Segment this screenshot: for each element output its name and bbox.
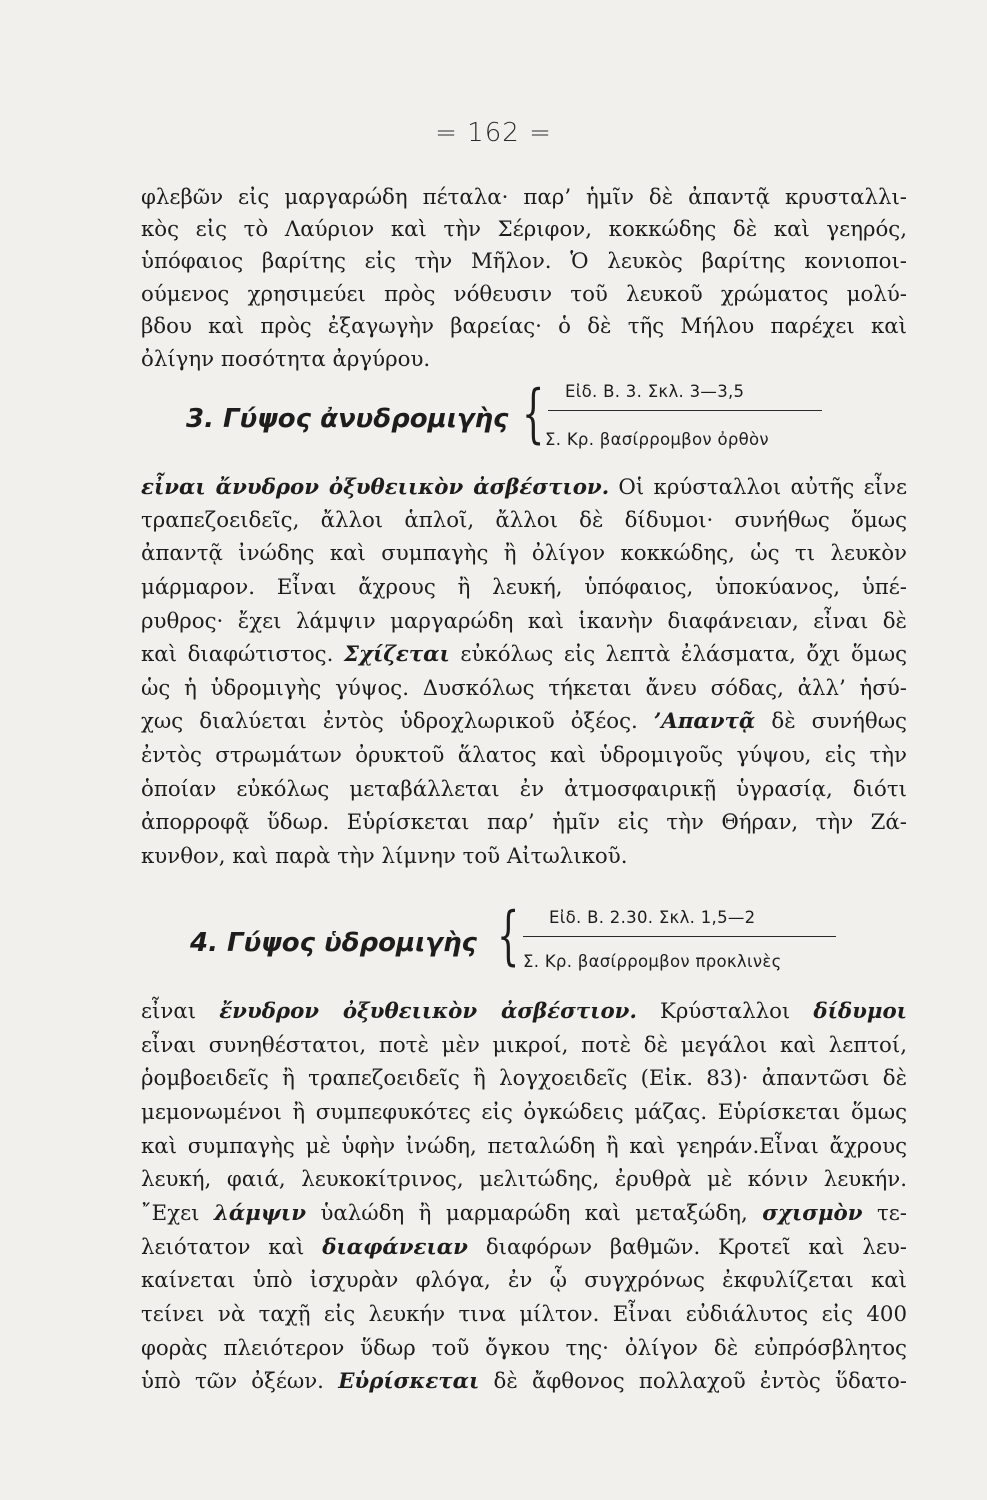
text-line: τραπεζοειδεῖς, ἄλλοι ἁπλοῖ, ἄλλοι δὲ δίδυμοι· συνήθως ὅμως [141, 508, 907, 533]
text-line [141, 708, 907, 736]
mineral-3-properties-bottom: Σ. Κρ. βασίρρομβον ὀρθὸν [545, 430, 769, 449]
text-line: ἐντὸς στρωμάτων ὀρυκτοῦ ἅλατος καὶ ὑδρομιγοῦς γύψου, εἰς τὴν [141, 743, 907, 768]
emphasis: δίδυμοι [813, 999, 907, 1024]
emphasis: ’Απαντᾷ [653, 709, 756, 734]
text-line: ὑπόφαιος βαρίτης εἰς τὴν Μῆλον. Ὁ λευκὸς βαρίτης κονιοποι- [141, 249, 907, 274]
page-number: = 162 = [435, 118, 552, 148]
text-span: ὑαλώδη ἢ μαρμαρώδη καὶ μεταξώδη, [306, 1201, 763, 1226]
text-span: διαφόρων βαθμῶν. Κροτεῖ καὶ λευ- [467, 1235, 908, 1260]
text-line: ἀπορροφᾷ ὕδωρ. Εὑρίσκεται παρ’ ἡμῖν εἰς τὴν Θήραν, τὴν Ζά- [141, 810, 907, 835]
text-line: μεμονωμένοι ἢ συμπεφυκότες εἰς ὀγκώδεις μάζας. Εὑρίσκεται ὅμως [141, 1100, 907, 1125]
text-line: φλεβῶν εἰς μαργαρώδη πέταλα· παρ’ ἡμῖν δὲ ἀπαντᾷ κρυσταλλι- [141, 185, 907, 210]
mineral-4-properties-bottom: Σ. Κρ. βασίρρομβον προκλινὲς [523, 952, 782, 971]
brace-icon: { [522, 377, 545, 451]
mineral-3-name: 3. Γύψος ἀνυδρομιγὴς [186, 404, 509, 434]
text-line [141, 1234, 907, 1262]
text-line: κὸς εἰς τὸ Λαύριον καὶ τὴν Σέριφον, κοκκώδης δὲ καὶ γεηρός, [141, 217, 907, 242]
text-line: λευκή, φαιά, λευκοκίτρινος, μελιτώδης, ἐρυθρὰ μὲ κόνιν λευκήν. [141, 1167, 907, 1192]
divider [548, 410, 822, 411]
mineral-4-name: 4. Γύψος ὑδρομιγὴς [190, 928, 477, 958]
text-span: χως διαλύεται ἐντὸς ὑδροχλωρικοῦ ὀξέος. [141, 709, 654, 734]
emphasis: λάμψιν [213, 1201, 306, 1226]
text-line: ῥομβοειδεῖς ἢ τραπεζοειδεῖς ἢ λογχοειδεῖς (Εἰκ. 83)· ἀπαντῶσι δὲ [141, 1066, 907, 1091]
mineral-4-heading [0, 898, 987, 978]
text-line: φορὰς πλειότερον ὕδωρ τοῦ ὄγκου της· ὀλίγον δὲ εὐπρόσβλητος [141, 1336, 907, 1361]
text-line: καίνεται ὑπὸ ἰσχυρὰν φλόγα, ἐν ᾧ συγχρόνως ἐκφυλίζεται καὶ [141, 1268, 907, 1293]
emphasis: εἶναι ἄνυδρον ὀξυθειικὸν ἀσβέστιον. [141, 475, 610, 500]
text-span: Κρύσταλλοι [636, 999, 814, 1024]
text-line: ούμενος χρησιμεύει πρὸς νόθευσιν τοῦ λευκοῦ χρώματος μολύ- [141, 282, 907, 307]
divider [523, 936, 836, 937]
text-span: λειότατον καὶ [141, 1235, 323, 1260]
text-line: μάρμαρον. Εἶναι ἄχρους ἢ λευκή, ὑπόφαιος, ὑποκύανος, ὑπέ- [141, 575, 907, 600]
mineral-3-heading [0, 378, 987, 458]
emphasis: Σχίζεται [343, 642, 450, 667]
text-span: δὲ συνήθως [755, 709, 907, 734]
text-line: ὀλίγην ποσότητα ἀργύρου. [141, 347, 431, 372]
text-line: εἶναι συνηθέστατοι, ποτὲ μὲν μικροί, ποτὲ δὲ μεγάλοι καὶ λεπτοί, [141, 1033, 907, 1058]
text-span: ῎Εχει [141, 1201, 214, 1226]
text-span: εἶναι [141, 999, 220, 1024]
mineral-4-properties-top: Εἰδ. Β. 2.30. Σκλ. 1,5—2 [549, 908, 756, 927]
text-line [141, 641, 907, 669]
brace-icon: { [497, 899, 520, 973]
text-line [141, 1200, 907, 1228]
text-line: ρυθρος· ἔχει λάμψιν μαργαρώδη καὶ ἱκανὴν διαφάνειαν, εἶναι δὲ [141, 609, 907, 634]
emphasis: ἔνυδρον ὀξυθειικὸν ἀσβέστιον. [219, 999, 637, 1024]
text-span: καὶ διαφώτιστος. [141, 642, 344, 667]
emphasis: διαφάνειαν [322, 1235, 468, 1260]
text-line: ὡς ἡ ὑδρομιγὴς γύψος. Δυσκόλως τήκεται ἄνευ σόδας, ἀλλ’ ἡσύ- [141, 676, 907, 701]
text-span: δὲ ἄφθονος πολλαχοῦ ἐντὸς ὕδατο- [479, 1369, 907, 1394]
text-span: τε- [862, 1201, 907, 1226]
text-line [141, 1368, 907, 1396]
text-line [141, 474, 907, 502]
emphasis: Εὑρίσκεται [338, 1369, 480, 1394]
text-line: βδου καὶ πρὸς ἐξαγωγὴν βαρείας· ὁ δὲ τῆς Μήλου παρέχει καὶ [141, 314, 907, 339]
text-span: ὑπὸ τῶν ὀξέων. [141, 1369, 339, 1394]
text-line: καὶ συμπαγὴς μὲ ὑφὴν ἰνώδη, πεταλώδη ἢ καὶ γεηράν.Εἶναι ἄχρους [141, 1134, 907, 1159]
emphasis: σχισμὸν [762, 1201, 863, 1226]
text-span: εὐκόλως εἰς λεπτὰ ἐλάσματα, ὄχι ὅμως [449, 642, 907, 667]
text-line: ὁποίαν εὐκόλως μεταβάλλεται ἐν ἀτμοσφαιρικῇ ὑγρασίᾳ, διότι [141, 777, 907, 802]
text-line: τείνει νὰ ταχῇ εἰς λευκήν τινα μίλτον. Εἶναι εὐδιάλυτος εἰς 400 [141, 1302, 907, 1327]
mineral-3-properties-top: Εἰδ. Β. 3. Σκλ. 3—3,5 [565, 382, 745, 401]
text-line [141, 998, 907, 1026]
text-line: κυνθον, καὶ παρὰ τὴν λίμνην τοῦ Αἰτωλικοῦ. [141, 844, 628, 869]
text-line: ἀπαντᾷ ἰνώδης καὶ συμπαγὴς ἢ ὀλίγον κοκκώδης, ὡς τι λευκὸν [141, 541, 907, 566]
text-span: Οἱ κρύσταλλοι αὐτῆς εἶνε [609, 475, 907, 500]
